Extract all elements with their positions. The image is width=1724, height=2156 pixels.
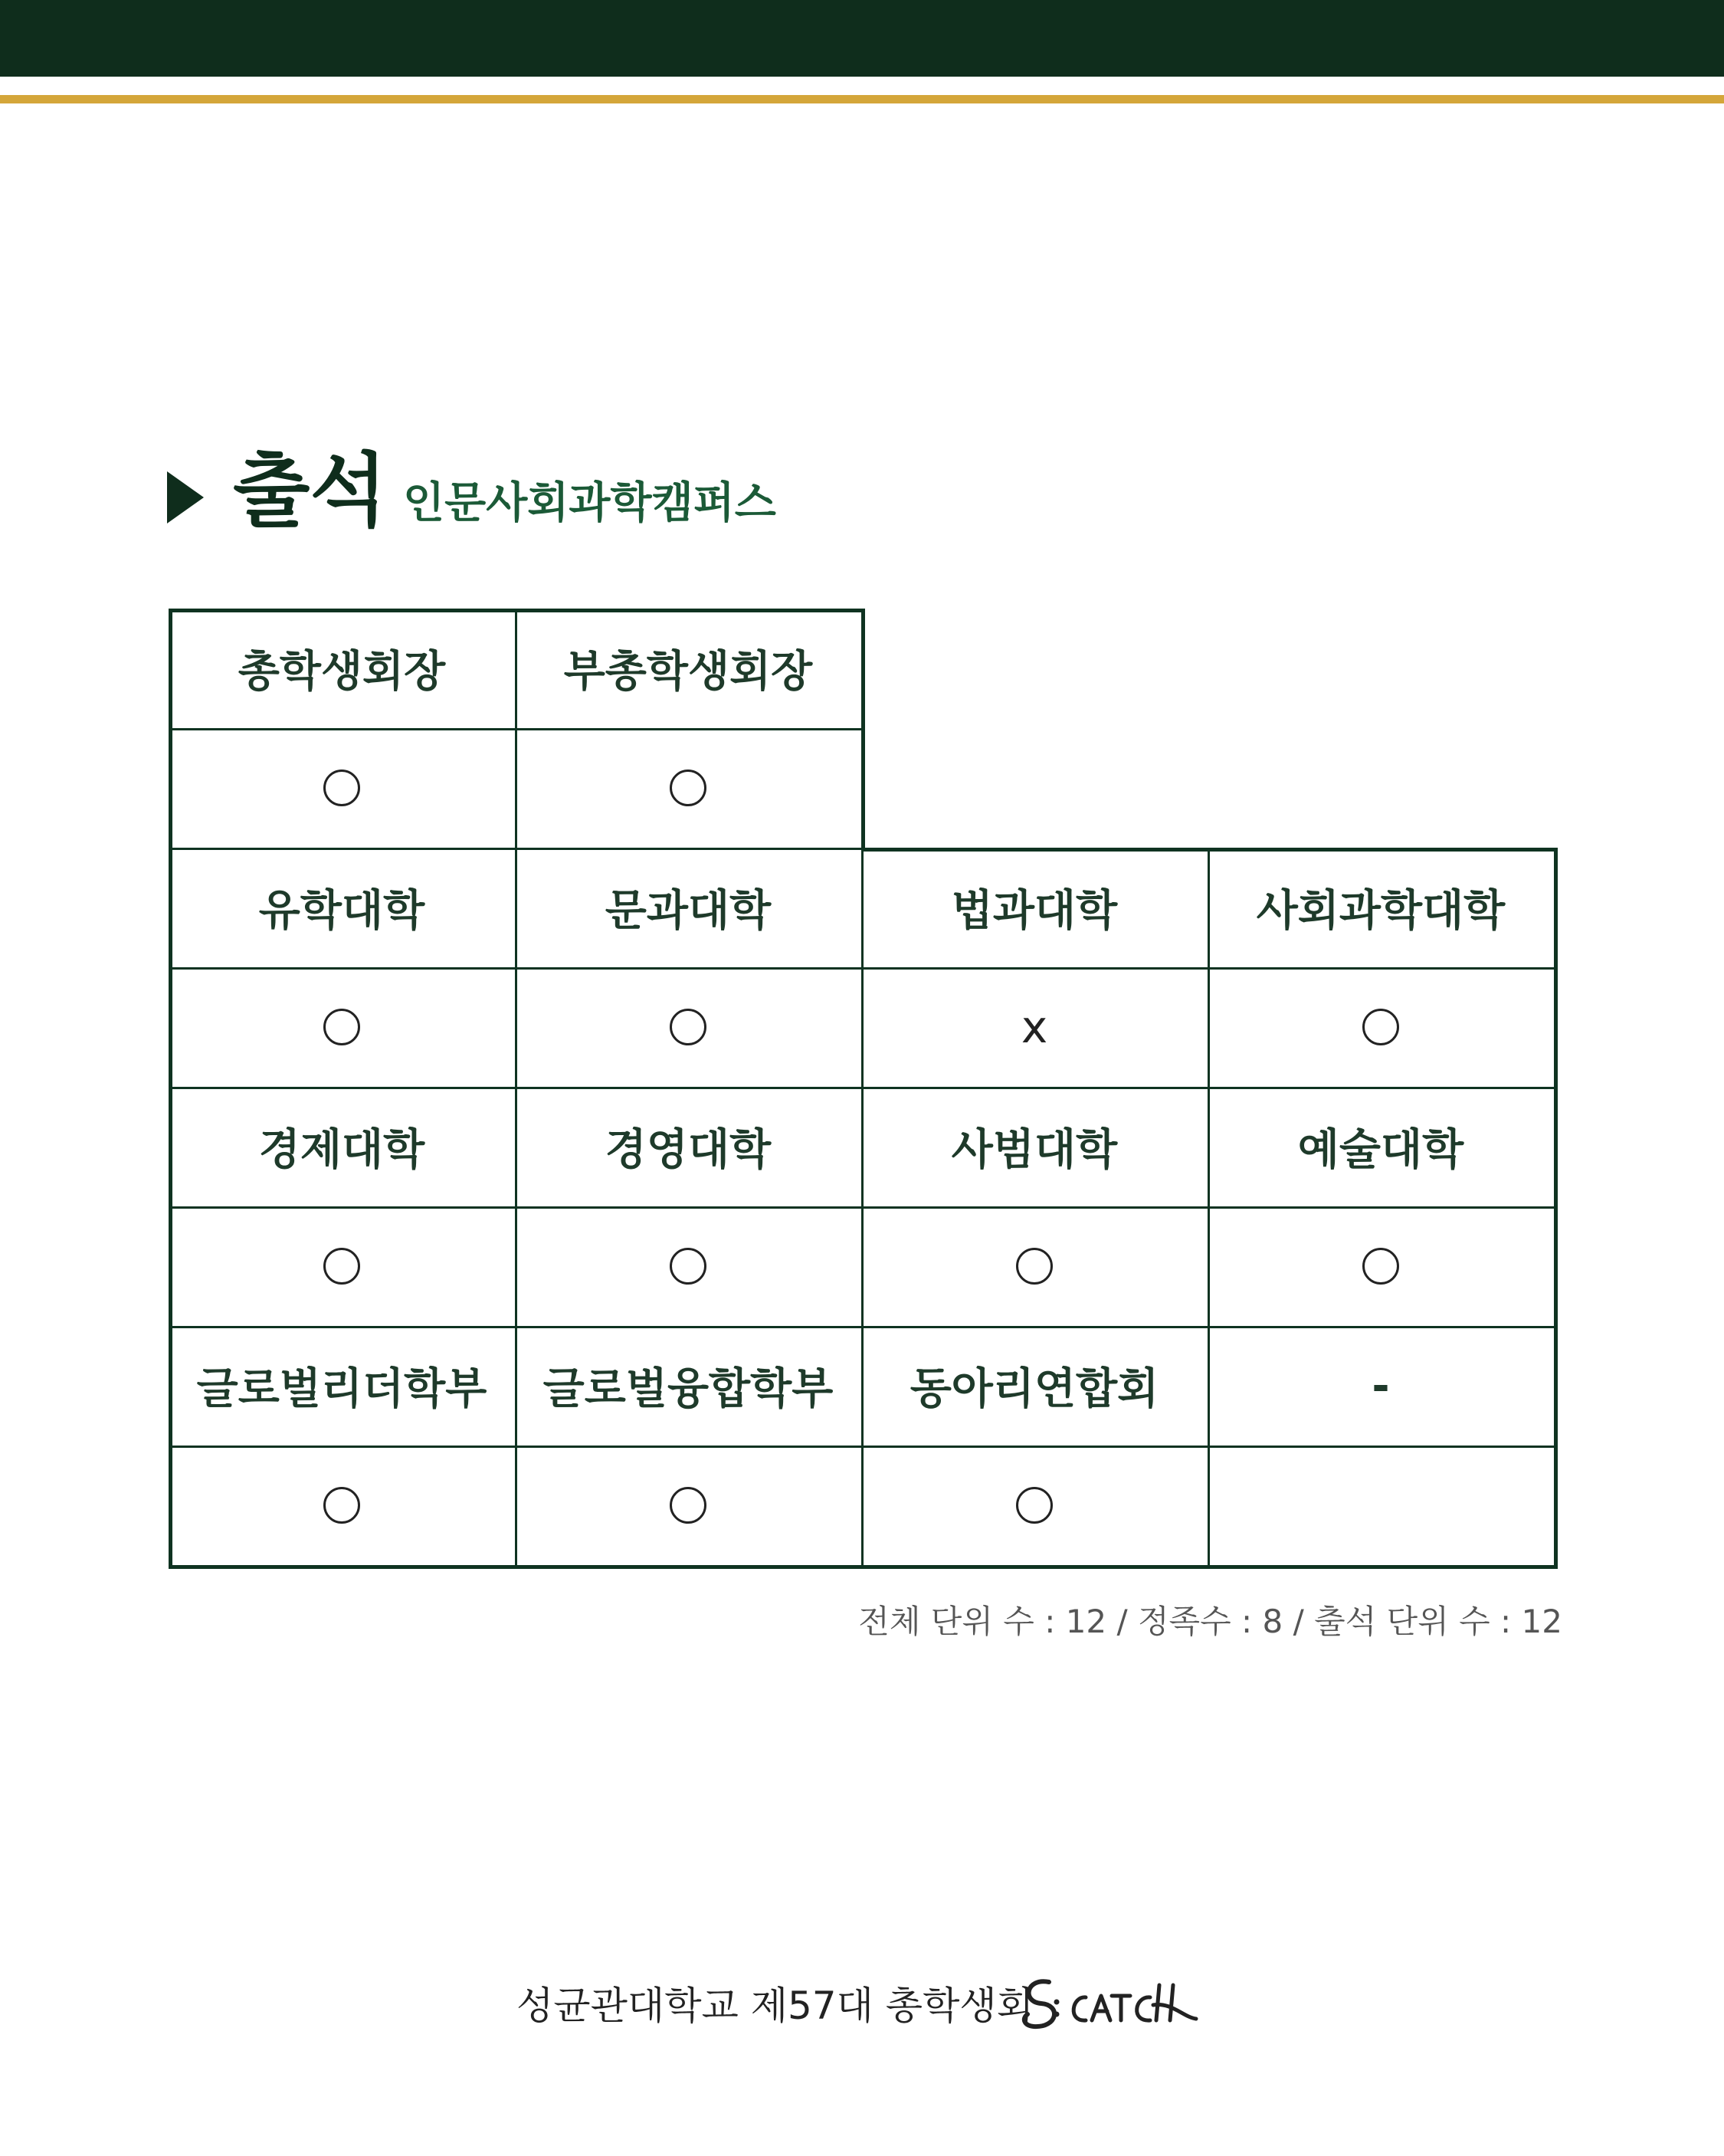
table-header-cell: 부총학생회장 bbox=[563, 647, 813, 697]
table-header-cell: 문과대학 bbox=[605, 886, 772, 936]
attendance-mark-cell bbox=[1208, 967, 1554, 1087]
present-circle-icon bbox=[1016, 1248, 1053, 1285]
attendance-mark-cell bbox=[515, 1206, 861, 1326]
table-header-cell: 글로벌리더학부 bbox=[196, 1364, 487, 1414]
attendance-mark-cell bbox=[1208, 1206, 1554, 1326]
present-circle-icon bbox=[323, 1487, 360, 1524]
gold-divider bbox=[0, 95, 1724, 103]
table-header-cell: 동아리연합회 bbox=[910, 1364, 1159, 1414]
present-circle-icon bbox=[1362, 1248, 1399, 1285]
present-circle-icon bbox=[1016, 1487, 1053, 1524]
attendance-mark-cell bbox=[169, 728, 515, 848]
attendance-summary: 전체 단위 수 : 12 / 정족수 : 8 / 출석 단위 수 : 12 bbox=[858, 1603, 1562, 1640]
attendance-mark-cell bbox=[169, 1446, 515, 1565]
present-circle-icon bbox=[1362, 1009, 1399, 1045]
table-border bbox=[861, 609, 865, 848]
present-circle-icon bbox=[670, 1009, 706, 1045]
attendance-mark-cell bbox=[861, 967, 1208, 1087]
present-circle-icon bbox=[670, 770, 706, 806]
campus-subtitle: 인문사회과학캠퍼스 bbox=[403, 478, 776, 528]
table-rule bbox=[1208, 848, 1210, 1565]
top-banner bbox=[0, 0, 1724, 77]
attendance-mark-cell bbox=[861, 1446, 1208, 1565]
table-header-cell: 예술대학 bbox=[1297, 1125, 1464, 1175]
table-header-cell: 사회과학대학 bbox=[1256, 886, 1506, 936]
table-border bbox=[169, 1565, 1558, 1569]
table-header-cell: - bbox=[1372, 1360, 1390, 1411]
table-header-cell: 경영대학 bbox=[605, 1125, 772, 1175]
present-circle-icon bbox=[323, 1248, 360, 1285]
table-header-cell: 유학대학 bbox=[258, 886, 425, 936]
table-header-cell: 경제대학 bbox=[258, 1125, 425, 1175]
table-header-cell: 글로벌융합학부 bbox=[542, 1364, 834, 1414]
organization-name: 성균관대학교 제57대 총학생회 bbox=[516, 1984, 1034, 2028]
attendance-mark-cell bbox=[515, 1446, 861, 1565]
page-title: 출석 bbox=[233, 444, 387, 537]
present-circle-icon bbox=[670, 1487, 706, 1524]
table-rule bbox=[515, 609, 517, 1565]
present-circle-icon bbox=[323, 770, 360, 806]
scatch-logo bbox=[1018, 1971, 1202, 2040]
table-header-cell: 사범대학 bbox=[951, 1125, 1118, 1175]
attendance-mark-cell bbox=[169, 1206, 515, 1326]
attendance-mark-cell bbox=[1208, 1446, 1554, 1565]
attendance-mark-cell bbox=[515, 728, 861, 848]
table-border bbox=[1554, 848, 1558, 1569]
attendance-mark-cell bbox=[169, 967, 515, 1087]
table-header-cell: 법과대학 bbox=[951, 886, 1118, 936]
table-rule bbox=[861, 848, 864, 1565]
play-arrow-icon bbox=[167, 471, 204, 523]
table-header-cell: 총학생회장 bbox=[238, 647, 446, 697]
absent-mark: x bbox=[1021, 1001, 1048, 1053]
present-circle-icon bbox=[323, 1009, 360, 1045]
present-circle-icon bbox=[670, 1248, 706, 1285]
attendance-mark-cell bbox=[861, 1206, 1208, 1326]
attendance-mark-cell bbox=[515, 967, 861, 1087]
